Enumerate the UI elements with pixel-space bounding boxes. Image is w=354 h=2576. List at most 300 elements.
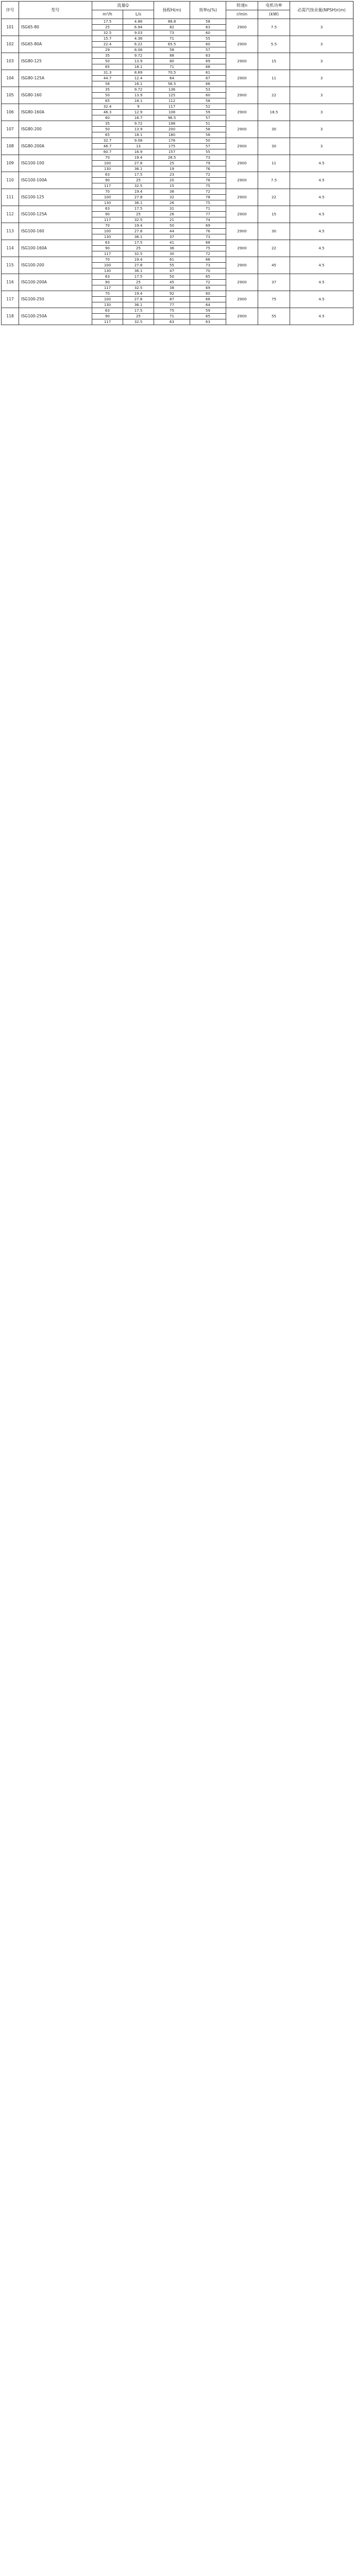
cell-flow-m3h: 70 bbox=[92, 223, 123, 229]
cell-npsh: 3 bbox=[290, 138, 353, 155]
cell-model: ISG100-160 bbox=[19, 223, 92, 240]
cell-eff: 70 bbox=[190, 268, 226, 274]
cell-eff: 69 bbox=[190, 59, 226, 64]
cell-head: 136 bbox=[154, 87, 190, 93]
cell-flow-m3h: 100 bbox=[92, 161, 123, 166]
cell-speed: 2900 bbox=[226, 291, 258, 308]
cell-flow-ls: 18.1 bbox=[123, 98, 154, 104]
cell-eff: 77 bbox=[190, 212, 226, 217]
table-row bbox=[2, 172, 353, 178]
cell-eff: 60 bbox=[190, 291, 226, 297]
cell-flow-m3h: 29 bbox=[92, 47, 123, 53]
cell-head: 71 bbox=[154, 64, 190, 70]
cell-eff: 51 bbox=[190, 121, 226, 127]
cell-head: 21 bbox=[154, 217, 190, 223]
cell-eff: 65 bbox=[190, 274, 226, 280]
cell-flow-m3h: 90 bbox=[92, 246, 123, 251]
cell-head: 61 bbox=[154, 257, 190, 263]
table-row bbox=[2, 121, 353, 127]
cell-eff: 57 bbox=[190, 115, 226, 121]
cell-no: 110 bbox=[2, 172, 19, 189]
cell-power: 55 bbox=[258, 308, 290, 325]
cell-model: ISG100-125 bbox=[19, 189, 92, 206]
cell-no: 118 bbox=[2, 308, 19, 325]
cell-power: 22 bbox=[258, 87, 290, 104]
cell-no: 116 bbox=[2, 274, 19, 291]
cell-speed: 2900 bbox=[226, 104, 258, 121]
cell-flow-m3h: 35 bbox=[92, 53, 123, 59]
cell-flow-ls: 19.4 bbox=[123, 155, 154, 161]
cell-head: 88 bbox=[154, 53, 190, 59]
cell-head: 26 bbox=[154, 212, 190, 217]
cell-flow-ls: 27.8 bbox=[123, 229, 154, 234]
cell-flow-m3h: 63 bbox=[92, 206, 123, 212]
cell-head: 180 bbox=[154, 132, 190, 138]
cell-model: ISG100-160A bbox=[19, 240, 92, 257]
cell-eff: 78 bbox=[190, 178, 226, 183]
cell-head: 125 bbox=[154, 93, 190, 98]
cell-no: 108 bbox=[2, 138, 19, 155]
cell-flow-m3h: 70 bbox=[92, 155, 123, 161]
cell-speed: 2900 bbox=[226, 53, 258, 70]
cell-flow-ls: 36.1 bbox=[123, 200, 154, 206]
cell-head: 77 bbox=[154, 302, 190, 308]
cell-flow-ls: 12.4 bbox=[123, 76, 154, 81]
cell-flow-m3h: 60.7 bbox=[92, 149, 123, 155]
cell-head: 117 bbox=[154, 104, 190, 110]
cell-flow-ls: 19.4 bbox=[123, 189, 154, 195]
cell-eff: 50 bbox=[190, 138, 226, 144]
cell-eff: 56 bbox=[190, 132, 226, 138]
cell-flow-ls: 13 bbox=[123, 144, 154, 149]
table-row bbox=[2, 223, 353, 229]
cell-eff: 76 bbox=[190, 229, 226, 234]
cell-eff: 61 bbox=[190, 70, 226, 76]
cell-flow-m3h: 90 bbox=[92, 314, 123, 319]
cell-flow-m3h: 130 bbox=[92, 268, 123, 274]
cell-speed: 2900 bbox=[226, 121, 258, 138]
cell-flow-m3h: 32.7 bbox=[92, 138, 123, 144]
cell-head: 31 bbox=[154, 206, 190, 212]
cell-speed: 2900 bbox=[226, 70, 258, 87]
cell-head: 56.5 bbox=[154, 81, 190, 87]
cell-head: 80 bbox=[154, 59, 190, 64]
cell-model: ISG100-200A bbox=[19, 274, 92, 291]
cell-head: 70.5 bbox=[154, 70, 190, 76]
cell-head: 198 bbox=[154, 121, 190, 127]
cell-head: 112 bbox=[154, 98, 190, 104]
cell-model: ISG65-80A bbox=[19, 36, 92, 53]
cell-head: 50 bbox=[154, 223, 190, 229]
cell-flow-m3h: 117 bbox=[92, 285, 123, 291]
col-header-flow-ls: L/s bbox=[123, 10, 154, 19]
cell-no: 104 bbox=[2, 70, 19, 87]
cell-eff: 72 bbox=[190, 251, 226, 257]
col-header-power: 电机功率 bbox=[258, 2, 290, 10]
cell-flow-m3h: 60 bbox=[92, 115, 123, 121]
cell-power: 7.5 bbox=[258, 19, 290, 36]
cell-power: 22 bbox=[258, 189, 290, 206]
cell-npsh: 4.5 bbox=[290, 274, 353, 291]
table-row bbox=[2, 87, 353, 93]
cell-flow-ls: 19.4 bbox=[123, 223, 154, 229]
cell-npsh: 4.5 bbox=[290, 257, 353, 274]
cell-npsh: 3 bbox=[290, 53, 353, 70]
cell-no: 114 bbox=[2, 240, 19, 257]
cell-npsh: 4.5 bbox=[290, 291, 353, 308]
col-header-eff: 效率η(%) bbox=[190, 2, 226, 19]
table-row bbox=[2, 36, 353, 42]
cell-flow-ls: 36.1 bbox=[123, 166, 154, 172]
cell-eff: 69 bbox=[190, 223, 226, 229]
cell-no: 101 bbox=[2, 19, 19, 36]
cell-eff: 73 bbox=[190, 263, 226, 268]
cell-flow-m3h: 90 bbox=[92, 280, 123, 285]
cell-head: 44 bbox=[154, 229, 190, 234]
cell-flow-m3h: 70 bbox=[92, 291, 123, 297]
cell-npsh: 4.5 bbox=[290, 172, 353, 189]
cell-model: ISG80-125A bbox=[19, 70, 92, 87]
col-header-model: 型号 bbox=[19, 2, 92, 19]
cell-flow-ls: 13.9 bbox=[123, 127, 154, 132]
cell-head: 73 bbox=[154, 30, 190, 36]
cell-flow-ls: 25 bbox=[123, 246, 154, 251]
cell-flow-ls: 9.08 bbox=[123, 138, 154, 144]
col-header-flow: 流量Q bbox=[92, 2, 154, 10]
pump-spec-table bbox=[1, 1, 353, 325]
cell-model: ISG100-125A bbox=[19, 206, 92, 223]
cell-eff: 66 bbox=[190, 297, 226, 302]
col-header-speed: 转速n bbox=[226, 2, 258, 10]
cell-eff: 52 bbox=[190, 104, 226, 110]
cell-speed: 2900 bbox=[226, 172, 258, 189]
cell-head: 36 bbox=[154, 246, 190, 251]
cell-flow-ls: 19.4 bbox=[123, 291, 154, 297]
cell-eff: 58 bbox=[190, 98, 226, 104]
cell-model: ISG80-200A bbox=[19, 138, 92, 155]
cell-flow-ls: 32.5 bbox=[123, 319, 154, 325]
cell-flow-m3h: 65 bbox=[92, 132, 123, 138]
cell-flow-ls: 27.8 bbox=[123, 161, 154, 166]
cell-flow-m3h: 100 bbox=[92, 229, 123, 234]
cell-speed: 2900 bbox=[226, 189, 258, 206]
cell-eff: 73 bbox=[190, 155, 226, 161]
cell-npsh: 4.5 bbox=[290, 223, 353, 240]
cell-head: 50 bbox=[154, 274, 190, 280]
cell-eff: 74 bbox=[190, 217, 226, 223]
cell-flow-ls: 9.03 bbox=[123, 30, 154, 36]
cell-eff: 78 bbox=[190, 195, 226, 200]
cell-head: 41 bbox=[154, 240, 190, 246]
cell-eff: 72 bbox=[190, 172, 226, 178]
cell-power: 75 bbox=[258, 291, 290, 308]
cell-flow-ls: 25 bbox=[123, 178, 154, 183]
cell-flow-ls: 32.5 bbox=[123, 217, 154, 223]
cell-eff: 71 bbox=[190, 206, 226, 212]
cell-head: 175 bbox=[154, 144, 190, 149]
cell-power: 11 bbox=[258, 70, 290, 87]
cell-eff: 68 bbox=[190, 240, 226, 246]
cell-head: 82 bbox=[154, 25, 190, 30]
cell-npsh: 4.5 bbox=[290, 240, 353, 257]
cell-eff: 72 bbox=[190, 189, 226, 195]
cell-flow-m3h: 70 bbox=[92, 257, 123, 263]
cell-model: ISG80-160A bbox=[19, 104, 92, 121]
cell-eff: 63 bbox=[190, 319, 226, 325]
cell-flow-ls: 36.1 bbox=[123, 302, 154, 308]
cell-flow-ls: 32.5 bbox=[123, 285, 154, 291]
cell-head: 30 bbox=[154, 251, 190, 257]
cell-flow-m3h: 63 bbox=[92, 308, 123, 314]
cell-head: 25 bbox=[154, 161, 190, 166]
cell-head: 65.5 bbox=[154, 42, 190, 47]
cell-flow-m3h: 90 bbox=[92, 212, 123, 217]
cell-flow-m3h: 50 bbox=[92, 93, 123, 98]
cell-eff: 66 bbox=[190, 81, 226, 87]
cell-speed: 2900 bbox=[226, 206, 258, 223]
cell-flow-m3h: 100 bbox=[92, 263, 123, 268]
cell-power: 30 bbox=[258, 223, 290, 240]
cell-eff: 76 bbox=[190, 166, 226, 172]
cell-power: 18.5 bbox=[258, 104, 290, 121]
cell-flow-m3h: 63 bbox=[92, 172, 123, 178]
cell-head: 19 bbox=[154, 166, 190, 172]
cell-model: ISG80-160 bbox=[19, 87, 92, 104]
cell-model: ISG100-200 bbox=[19, 257, 92, 274]
cell-head: 58 bbox=[154, 47, 190, 53]
cell-flow-m3h: 65 bbox=[92, 98, 123, 104]
cell-eff: 63 bbox=[190, 25, 226, 30]
cell-flow-ls: 12.9 bbox=[123, 110, 154, 115]
table-row bbox=[2, 206, 353, 212]
cell-flow-ls: 9.72 bbox=[123, 87, 154, 93]
cell-eff: 65 bbox=[190, 314, 226, 319]
cell-npsh: 4.5 bbox=[290, 155, 353, 172]
cell-flow-ls: 17.5 bbox=[123, 240, 154, 246]
cell-speed: 2900 bbox=[226, 274, 258, 291]
cell-eff: 57 bbox=[190, 144, 226, 149]
cell-flow-ls: 18.1 bbox=[123, 64, 154, 70]
cell-no: 113 bbox=[2, 223, 19, 240]
cell-eff: 59 bbox=[190, 308, 226, 314]
cell-flow-ls: 25 bbox=[123, 212, 154, 217]
cell-flow-m3h: 90 bbox=[92, 178, 123, 183]
cell-model: ISG100-250A bbox=[19, 308, 92, 325]
cell-npsh: 4.5 bbox=[290, 308, 353, 325]
col-header-head: 扬程H(m) bbox=[154, 2, 190, 19]
cell-head: 71 bbox=[154, 314, 190, 319]
cell-flow-m3h: 100 bbox=[92, 195, 123, 200]
cell-flow-m3h: 46.3 bbox=[92, 110, 123, 115]
cell-head: 15 bbox=[154, 183, 190, 189]
cell-eff: 55 bbox=[190, 36, 226, 42]
cell-flow-m3h: 25 bbox=[92, 25, 123, 30]
cell-flow-m3h: 117 bbox=[92, 183, 123, 189]
spec-table-wrap bbox=[1, 1, 353, 325]
cell-flow-ls: 4.86 bbox=[123, 19, 154, 25]
cell-flow-m3h: 22.4 bbox=[92, 42, 123, 47]
cell-no: 112 bbox=[2, 206, 19, 223]
table-row bbox=[2, 274, 353, 280]
cell-head: 108 bbox=[154, 110, 190, 115]
cell-head: 71 bbox=[154, 36, 190, 42]
cell-flow-ls: 18.1 bbox=[123, 132, 154, 138]
cell-eff: 58 bbox=[190, 19, 226, 25]
cell-speed: 2900 bbox=[226, 155, 258, 172]
cell-flow-m3h: 63 bbox=[92, 240, 123, 246]
cell-eff: 63 bbox=[190, 53, 226, 59]
cell-flow-ls: 27.8 bbox=[123, 297, 154, 302]
cell-flow-m3h: 50 bbox=[92, 59, 123, 64]
cell-flow-m3h: 50 bbox=[92, 127, 123, 132]
cell-head: 28.5 bbox=[154, 155, 190, 161]
cell-head: 92 bbox=[154, 291, 190, 297]
col-header-npsh: 必需汽蚀余量(NPSH)r(m) bbox=[290, 2, 353, 19]
cell-eff: 75 bbox=[190, 200, 226, 206]
cell-npsh: 3 bbox=[290, 19, 353, 36]
cell-flow-m3h: 32.4 bbox=[92, 104, 123, 110]
cell-speed: 2900 bbox=[226, 308, 258, 325]
cell-head: 26 bbox=[154, 200, 190, 206]
cell-flow-ls: 8.69 bbox=[123, 70, 154, 76]
cell-head: 87 bbox=[154, 297, 190, 302]
cell-flow-ls: 4.36 bbox=[123, 36, 154, 42]
cell-head: 63 bbox=[154, 319, 190, 325]
table-row bbox=[2, 138, 353, 144]
cell-power: 15 bbox=[258, 206, 290, 223]
cell-flow-m3h: 70 bbox=[92, 189, 123, 195]
cell-eff: 60 bbox=[190, 42, 226, 47]
cell-flow-ls: 32.5 bbox=[123, 183, 154, 189]
cell-flow-ls: 27.8 bbox=[123, 263, 154, 268]
cell-flow-ls: 8.06 bbox=[123, 47, 154, 53]
cell-eff: 53 bbox=[190, 87, 226, 93]
cell-power: 11 bbox=[258, 155, 290, 172]
cell-power: 22 bbox=[258, 240, 290, 257]
cell-head: 37 bbox=[154, 234, 190, 240]
cell-head: 23 bbox=[154, 172, 190, 178]
cell-eff: 58 bbox=[190, 127, 226, 132]
cell-flow-m3h: 130 bbox=[92, 234, 123, 240]
cell-eff: 59 bbox=[190, 110, 226, 115]
cell-flow-m3h: 17.5 bbox=[92, 19, 123, 25]
cell-eff: 75 bbox=[190, 246, 226, 251]
cell-no: 102 bbox=[2, 36, 19, 53]
table-row bbox=[2, 19, 353, 25]
cell-flow-m3h: 35 bbox=[92, 87, 123, 93]
table-row bbox=[2, 291, 353, 297]
cell-power: 37 bbox=[258, 274, 290, 291]
cell-flow-ls: 36.1 bbox=[123, 234, 154, 240]
table-row bbox=[2, 104, 353, 110]
cell-no: 103 bbox=[2, 53, 19, 70]
cell-flow-ls: 36.1 bbox=[123, 268, 154, 274]
cell-model: ISG65-80 bbox=[19, 19, 92, 36]
col-header-power-unit: (kW) bbox=[258, 10, 290, 19]
cell-flow-m3h: 31.3 bbox=[92, 70, 123, 76]
cell-speed: 2900 bbox=[226, 257, 258, 274]
cell-flow-m3h: 130 bbox=[92, 166, 123, 172]
cell-flow-m3h: 130 bbox=[92, 302, 123, 308]
cell-flow-m3h: 130 bbox=[92, 200, 123, 206]
cell-flow-m3h: 46.7 bbox=[92, 144, 123, 149]
cell-flow-m3h: 35 bbox=[92, 121, 123, 127]
cell-flow-m3h: 44.7 bbox=[92, 76, 123, 81]
cell-model: ISG80-125 bbox=[19, 53, 92, 70]
table-row bbox=[2, 257, 353, 263]
cell-power: 7.5 bbox=[258, 172, 290, 189]
cell-flow-ls: 16.7 bbox=[123, 115, 154, 121]
cell-no: 106 bbox=[2, 104, 19, 121]
cell-speed: 2900 bbox=[226, 138, 258, 155]
cell-flow-ls: 13.9 bbox=[123, 59, 154, 64]
cell-flow-ls: 6.22 bbox=[123, 42, 154, 47]
cell-eff: 69 bbox=[190, 285, 226, 291]
col-header-speed-unit: r/min bbox=[226, 10, 258, 19]
table-row bbox=[2, 189, 353, 195]
cell-head: 88.8 bbox=[154, 19, 190, 25]
cell-power: 30 bbox=[258, 121, 290, 138]
cell-no: 105 bbox=[2, 87, 19, 104]
cell-head: 38 bbox=[154, 285, 190, 291]
cell-eff: 60 bbox=[190, 93, 226, 98]
cell-npsh: 3 bbox=[290, 104, 353, 121]
cell-speed: 2900 bbox=[226, 87, 258, 104]
cell-flow-m3h: 117 bbox=[92, 251, 123, 257]
table-row bbox=[2, 70, 353, 76]
cell-flow-ls: 25 bbox=[123, 280, 154, 285]
cell-flow-m3h: 117 bbox=[92, 319, 123, 325]
spec-table-body bbox=[2, 19, 353, 325]
table-row bbox=[2, 155, 353, 161]
cell-model: ISG80-200 bbox=[19, 121, 92, 138]
cell-eff: 75 bbox=[190, 183, 226, 189]
cell-eff: 68 bbox=[190, 64, 226, 70]
table-row bbox=[2, 240, 353, 246]
cell-eff: 57 bbox=[190, 47, 226, 53]
cell-flow-ls: 25 bbox=[123, 314, 154, 319]
cell-flow-ls: 17.5 bbox=[123, 274, 154, 280]
cell-npsh: 3 bbox=[290, 36, 353, 53]
cell-no: 111 bbox=[2, 189, 19, 206]
table-row bbox=[2, 53, 353, 59]
cell-eff: 79 bbox=[190, 161, 226, 166]
cell-flow-ls: 17.5 bbox=[123, 308, 154, 314]
cell-flow-ls: 16.1 bbox=[123, 81, 154, 87]
cell-flow-m3h: 58 bbox=[92, 81, 123, 87]
cell-head: 47 bbox=[154, 268, 190, 274]
cell-eff: 66 bbox=[190, 257, 226, 263]
cell-flow-m3h: 117 bbox=[92, 217, 123, 223]
cell-no: 115 bbox=[2, 257, 19, 274]
cell-flow-ls: 9.72 bbox=[123, 53, 154, 59]
cell-npsh: 3 bbox=[290, 121, 353, 138]
cell-head: 45 bbox=[154, 280, 190, 285]
cell-head: 64 bbox=[154, 76, 190, 81]
cell-head: 157 bbox=[154, 149, 190, 155]
cell-no: 107 bbox=[2, 121, 19, 138]
cell-speed: 2900 bbox=[226, 223, 258, 240]
cell-flow-ls: 27.8 bbox=[123, 195, 154, 200]
cell-eff: 55 bbox=[190, 149, 226, 155]
cell-eff: 72 bbox=[190, 280, 226, 285]
cell-flow-ls: 16.9 bbox=[123, 149, 154, 155]
cell-npsh: 3 bbox=[290, 70, 353, 87]
cell-power: 30 bbox=[258, 138, 290, 155]
cell-head: 55 bbox=[154, 263, 190, 268]
cell-npsh: 3 bbox=[290, 87, 353, 104]
col-header-flow-m3h: m³/h bbox=[92, 10, 123, 19]
